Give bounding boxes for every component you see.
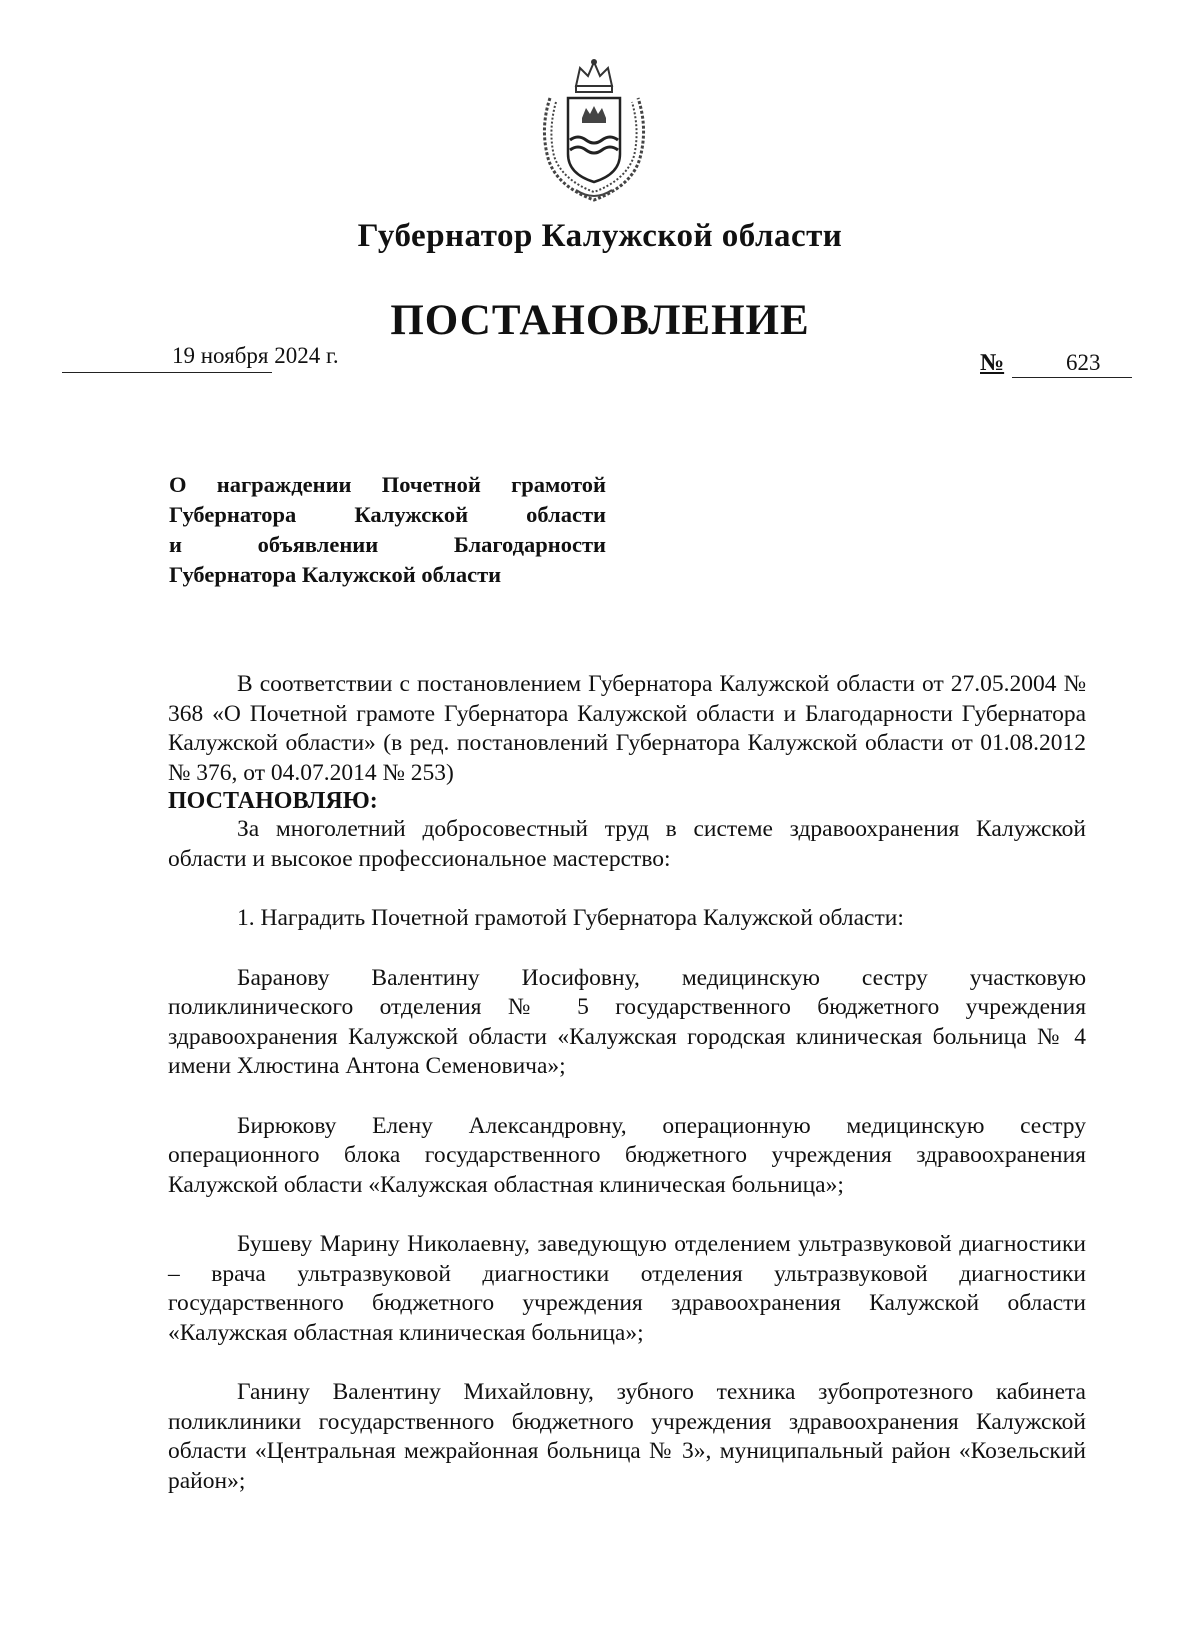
subject-line: и объявлении Благодарности xyxy=(169,532,606,557)
issuing-authority: Губернатор Калужской области xyxy=(357,218,843,254)
awardee-paragraph: Бирюкову Елену Александровну, операционную медицинскую сестру операционного блока государственного бюджетного учреждения здравоохранения Калужской области «Калужская областная клиническая больница»; xyxy=(168,1112,1086,1198)
number-label: № xyxy=(980,350,1005,376)
document-date: 19 ноября 2024 г. xyxy=(172,343,339,368)
reason-paragraph: За многолетний добросовестный труд в системе здравоохранения Калужской области и высокое профессиональное мастерство: xyxy=(168,816,1086,872)
awardee-paragraph: Ганину Валентину Михайловну, зубного техника зубопротезного кабинета поликлиники государственного бюджетного учреждения здравоохранения Калужской области «Центральная межрайонная больница № 3», муниципальный район «Козельский район»; xyxy=(168,1379,1086,1494)
document-body xyxy=(168,670,1086,1496)
awardee-paragraph: Баранову Валентину Иосифовну, медицинскую сестру участковую поликлинического отделения № 5 государственного бюджетного учреждения здравоохранения Калужской области «Калужская городская клиническая больница № 4 имени Хлюстина Антона Семеновича»; xyxy=(168,964,1086,1079)
document-subject xyxy=(169,470,606,590)
subject-line: Губернатора Калужской области xyxy=(169,502,606,527)
awardee-paragraph: Бушеву Марину Николаевну, заведующую отделением ультразвуковой диагностики – врача ультразвуковой диагностики отделения ультразвуковой диагностики государственного бюджетного учреждения здравоохранения Калужской области «Калужская областная клиническая больница»; xyxy=(168,1231,1086,1346)
subject-line: Губернатора Калужской области xyxy=(169,562,502,587)
item-1-heading: 1. Наградить Почетной грамотой Губернатора Калужской области: xyxy=(237,905,904,931)
coat-of-arms-emblem xyxy=(536,58,652,204)
subject-line: О награждении Почетной грамотой xyxy=(169,472,606,497)
decree-word: ПОСТАНОВЛЯЮ: xyxy=(168,788,378,814)
document-number: 623 xyxy=(1066,350,1101,375)
preamble-paragraph: В соответствии с постановлением Губернатора Калужской области от 27.05.2004 № 368 «О Почетной грамоте Губернатора Калужской области и Благодарности Губернатора Калужской области» (в ред. постановлений Губернатора Калужской области от 01.08.2012 № 376, от 04.07.2014 № 253) xyxy=(168,671,1086,786)
document-type-title: ПОСТАНОВЛЕНИЕ xyxy=(390,297,810,344)
